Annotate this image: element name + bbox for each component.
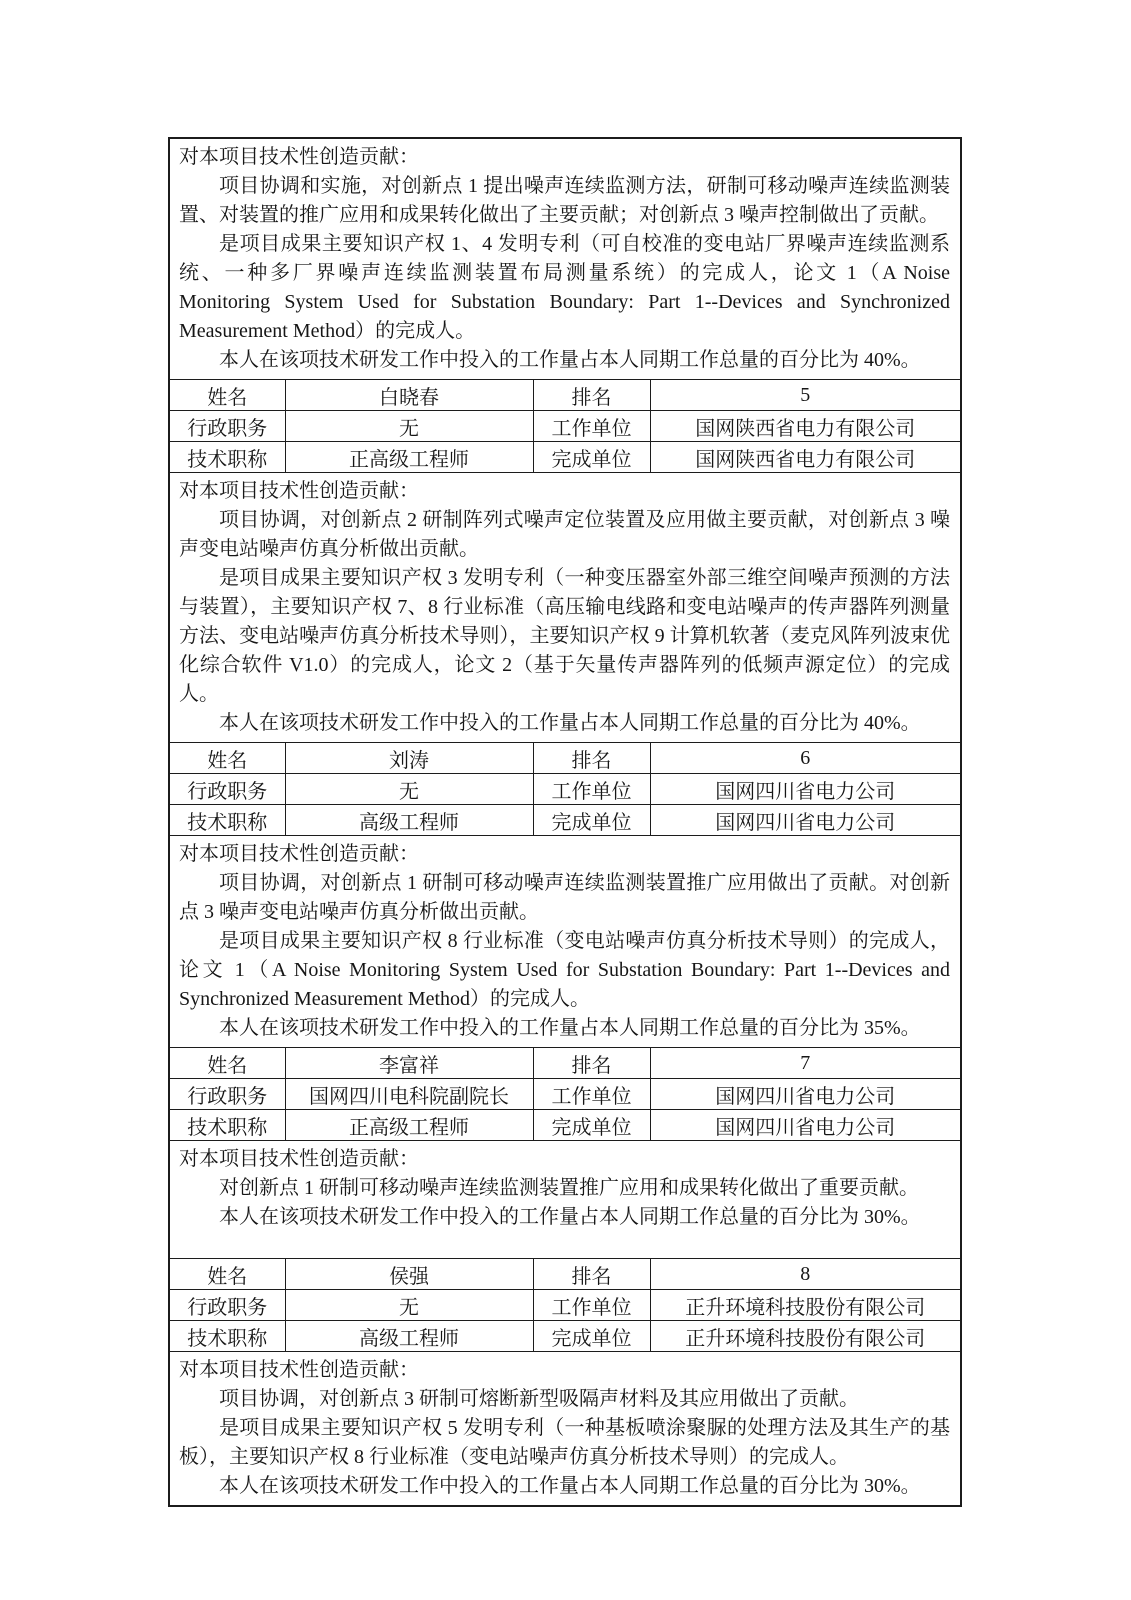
contribution-paragraph: 是项目成果主要知识产权 3 发明专利（一种变压器室外部三维空间噪声预测的方法与装置），主要知识产权 7、8 行业标准（高压输电线路和变电站噪声的传声器阵列测量方法、变电站噪声仿真分析技术导则），主要知识产权 9 计算机软著（麦克风阵列波束优化综合软件 V1.0）的完成人，论文 2（基于矢量传声器阵列的低频声源定位）的完成人。 — [179, 567, 950, 705]
field-label-rank: 排名 — [533, 1048, 650, 1079]
contribution-title: 对本项目技术性创造贡献： — [179, 480, 419, 502]
field-label-admin-post: 行政职务 — [170, 411, 285, 442]
contribution-paragraph: 项目协调，对创新点 2 研制阵列式噪声定位装置及应用做主要贡献，对创新点 3 噪声变电站噪声仿真分析做出贡献。 — [179, 509, 950, 560]
contribution-title: 对本项目技术性创造贡献： — [179, 146, 419, 168]
contribution-paragraph: 是项目成果主要知识产权 8 行业标准（变电站噪声仿真分析技术导则）的完成人，论文 1（A Noise Monitoring System Used for Substation Boundary: Part 1--Devices and Synchronized Measurement Method）的完成人。 — [179, 930, 950, 1010]
field-value-completing-unit: 正升环境科技股份有限公司 — [650, 1321, 960, 1352]
field-value-work-unit: 国网四川省电力公司 — [650, 774, 960, 805]
field-label-rank: 排名 — [533, 1259, 650, 1290]
contribution-block-4 — [170, 1141, 960, 1258]
field-value-tech-title: 高级工程师 — [285, 805, 533, 836]
field-value-tech-title: 正高级工程师 — [285, 1110, 533, 1141]
field-label-completing-unit: 完成单位 — [533, 1321, 650, 1352]
field-value-name: 李富祥 — [285, 1048, 533, 1079]
field-label-name: 姓名 — [170, 1048, 285, 1079]
field-label-tech-title: 技术职称 — [170, 1110, 285, 1141]
field-label-tech-title: 技术职称 — [170, 442, 285, 473]
completers-info-table — [168, 137, 962, 1507]
contribution-block-3 — [170, 836, 960, 1047]
contribution-paragraph: 本人在该项技术研发工作中投入的工作量占本人同期工作总量的百分比为 40%。 — [219, 712, 921, 734]
person-info-table-rank-5 — [170, 379, 960, 473]
field-label-name: 姓名 — [170, 1259, 285, 1290]
contribution-paragraph: 是项目成果主要知识产权 5 发明专利（一种基板喷涂聚脲的处理方法及其生产的基板），主要知识产权 8 行业标准（变电站噪声仿真分析技术导则）的完成人。 — [179, 1417, 950, 1468]
table-row — [170, 805, 960, 836]
field-label-admin-post: 行政职务 — [170, 774, 285, 805]
table-row — [170, 1079, 960, 1110]
contribution-title: 对本项目技术性创造贡献： — [179, 1359, 419, 1381]
contribution-title: 对本项目技术性创造贡献： — [179, 1148, 419, 1170]
field-value-tech-title: 正高级工程师 — [285, 442, 533, 473]
contribution-paragraph: 对创新点 1 研制可移动噪声连续监测装置推广应用和成果转化做出了重要贡献。 — [219, 1177, 919, 1199]
table-row — [170, 1321, 960, 1352]
field-label-name: 姓名 — [170, 380, 285, 411]
field-value-completing-unit: 国网四川省电力公司 — [650, 805, 960, 836]
field-label-work-unit: 工作单位 — [533, 774, 650, 805]
contribution-paragraph: 本人在该项技术研发工作中投入的工作量占本人同期工作总量的百分比为 30%。 — [219, 1475, 921, 1497]
person-info-table-rank-7 — [170, 1047, 960, 1141]
field-label-rank: 排名 — [533, 380, 650, 411]
person-info-table-rank-6 — [170, 742, 960, 836]
field-label-work-unit: 工作单位 — [533, 1079, 650, 1110]
contribution-title: 对本项目技术性创造贡献： — [179, 843, 419, 865]
table-row — [170, 774, 960, 805]
contribution-block-1 — [170, 139, 960, 379]
contribution-paragraph: 本人在该项技术研发工作中投入的工作量占本人同期工作总量的百分比为 40%。 — [219, 349, 921, 371]
field-value-admin-post: 无 — [285, 774, 533, 805]
contribution-paragraph: 项目协调和实施，对创新点 1 提出噪声连续监测方法，研制可移动噪声连续监测装置、对装置的推广应用和成果转化做出了主要贡献；对创新点 3 噪声控制做出了贡献。 — [179, 175, 950, 226]
contribution-block-5 — [170, 1352, 960, 1505]
table-row — [170, 1259, 960, 1290]
contribution-paragraph: 项目协调，对创新点 1 研制可移动噪声连续监测装置推广应用做出了贡献。对创新点 3 噪声变电站噪声仿真分析做出贡献。 — [179, 872, 950, 923]
field-value-work-unit: 国网四川省电力公司 — [650, 1079, 960, 1110]
field-label-completing-unit: 完成单位 — [533, 442, 650, 473]
field-label-completing-unit: 完成单位 — [533, 1110, 650, 1141]
field-value-work-unit: 国网陕西省电力有限公司 — [650, 411, 960, 442]
field-label-work-unit: 工作单位 — [533, 411, 650, 442]
contribution-paragraph: 本人在该项技术研发工作中投入的工作量占本人同期工作总量的百分比为 30%。 — [219, 1206, 921, 1228]
field-label-name: 姓名 — [170, 743, 285, 774]
table-row — [170, 1290, 960, 1321]
field-label-work-unit: 工作单位 — [533, 1290, 650, 1321]
field-value-completing-unit: 国网陕西省电力有限公司 — [650, 442, 960, 473]
field-label-admin-post: 行政职务 — [170, 1079, 285, 1110]
field-value-rank: 7 — [650, 1048, 960, 1079]
field-value-rank: 5 — [650, 380, 960, 411]
field-value-name: 白晓春 — [285, 380, 533, 411]
contribution-block-2 — [170, 473, 960, 742]
table-row — [170, 380, 960, 411]
table-row — [170, 1048, 960, 1079]
field-value-admin-post: 无 — [285, 411, 533, 442]
field-value-work-unit: 正升环境科技股份有限公司 — [650, 1290, 960, 1321]
field-value-tech-title: 高级工程师 — [285, 1321, 533, 1352]
field-label-rank: 排名 — [533, 743, 650, 774]
field-value-name: 刘涛 — [285, 743, 533, 774]
field-label-completing-unit: 完成单位 — [533, 805, 650, 836]
person-info-table-rank-8 — [170, 1258, 960, 1352]
contribution-paragraph: 本人在该项技术研发工作中投入的工作量占本人同期工作总量的百分比为 35%。 — [219, 1017, 921, 1039]
table-row — [170, 1110, 960, 1141]
field-value-name: 侯强 — [285, 1259, 533, 1290]
field-label-admin-post: 行政职务 — [170, 1290, 285, 1321]
field-value-admin-post: 国网四川电科院副院长 — [285, 1079, 533, 1110]
table-row — [170, 411, 960, 442]
table-row — [170, 442, 960, 473]
field-value-admin-post: 无 — [285, 1290, 533, 1321]
field-value-rank: 6 — [650, 743, 960, 774]
field-label-tech-title: 技术职称 — [170, 805, 285, 836]
field-value-completing-unit: 国网四川省电力公司 — [650, 1110, 960, 1141]
table-row — [170, 743, 960, 774]
contribution-paragraph: 是项目成果主要知识产权 1、4 发明专利（可自校准的变电站厂界噪声连续监测系统、一种多厂界噪声连续监测装置布局测量系统）的完成人，论文 1（A Noise Monitoring System Used for Substation Boundary: Part 1--Devices and Synchronized Measurement Method）的完成人。 — [179, 233, 950, 342]
contribution-paragraph: 项目协调，对创新点 3 研制可熔断新型吸隔声材料及其应用做出了贡献。 — [219, 1388, 859, 1410]
field-label-tech-title: 技术职称 — [170, 1321, 285, 1352]
field-value-rank: 8 — [650, 1259, 960, 1290]
